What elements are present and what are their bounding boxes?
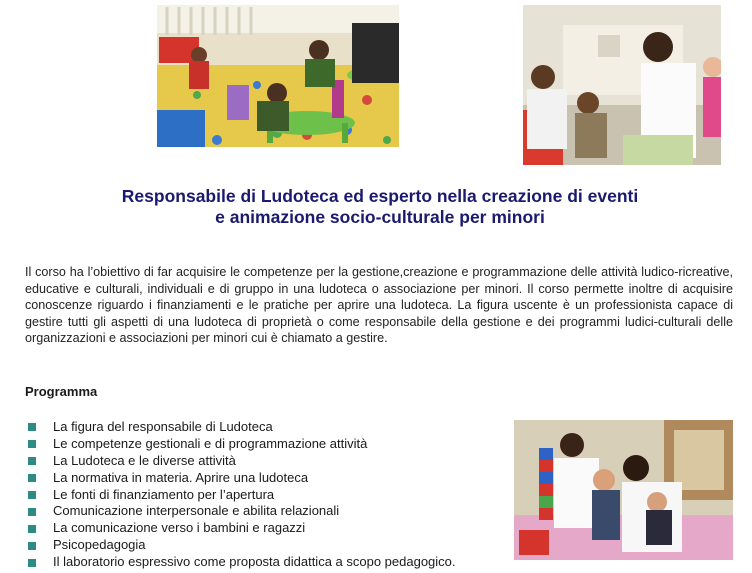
square-bullet-icon [28, 508, 36, 516]
course-title-line1: Responsabile di Ludoteca ed esperto nella creazione di eventi [121, 186, 639, 206]
programma-item [28, 537, 456, 554]
teachers-children-photo [523, 5, 721, 165]
square-bullet-icon [28, 457, 36, 465]
programma-item-label: Le competenze gestionali e di programmazione attività [53, 435, 368, 451]
programma-list [28, 419, 456, 571]
course-description: Il corso ha l’obiettivo di far acquisire le competenze per la gestione,creazione e programmazione delle attività ludico-ricreative, educative e culturali, individuali e di gruppo in una ludoteca o associazione per minori. Il corso permette inoltre di acquisire conoscenze riguardo i finanziamenti e le pratiche per aprire una ludoteca. La figura uscente è un professionista capace di gestire tutti gli aspetti di una ludoteca di proprietà o come responsabile della gestione e dei programmi ludici-culturali delle organizzazioni e associazioni per minori cui è chiamato a gestire. [25, 265, 733, 346]
programma-item-label: Le fonti di finanziamento per l’apertura [53, 486, 275, 502]
course-title-line2: e animazione socio-culturale per minori [215, 207, 545, 227]
programma-item [28, 470, 456, 487]
programma-item-label: Psicopedagogia [53, 537, 146, 553]
programma-heading: Programma [25, 384, 98, 399]
square-bullet-icon [28, 525, 36, 533]
playing-blocks-photo [514, 420, 733, 560]
programma-item-label: La comunicazione verso i bambini e ragazzi [53, 520, 306, 536]
programma-item [28, 520, 456, 537]
programma-item-label: Il laboratorio espressivo come proposta didattica a scopo pedagogico. [53, 554, 456, 570]
programma-item [28, 503, 456, 520]
programma-item [28, 487, 456, 504]
programma-item-label: La figura del responsabile di Ludoteca [53, 419, 273, 434]
programma-item-label: La Ludoteca e le diverse attività [53, 452, 236, 468]
programma-item [28, 453, 456, 470]
square-bullet-icon [28, 559, 36, 567]
square-bullet-icon [28, 474, 36, 482]
course-title [60, 186, 700, 228]
programma-item [28, 436, 456, 453]
square-bullet-icon [28, 440, 36, 448]
square-bullet-icon [28, 491, 36, 499]
programma-item [28, 419, 456, 436]
programma-item-label: Comunicazione interpersonale e abilita relazionali [53, 503, 340, 519]
programma-item-label: La normativa in materia. Aprire una ludoteca [53, 469, 309, 485]
playroom-photo [157, 5, 399, 147]
programma-item [28, 554, 456, 571]
square-bullet-icon [28, 542, 36, 550]
square-bullet-icon [28, 423, 36, 431]
